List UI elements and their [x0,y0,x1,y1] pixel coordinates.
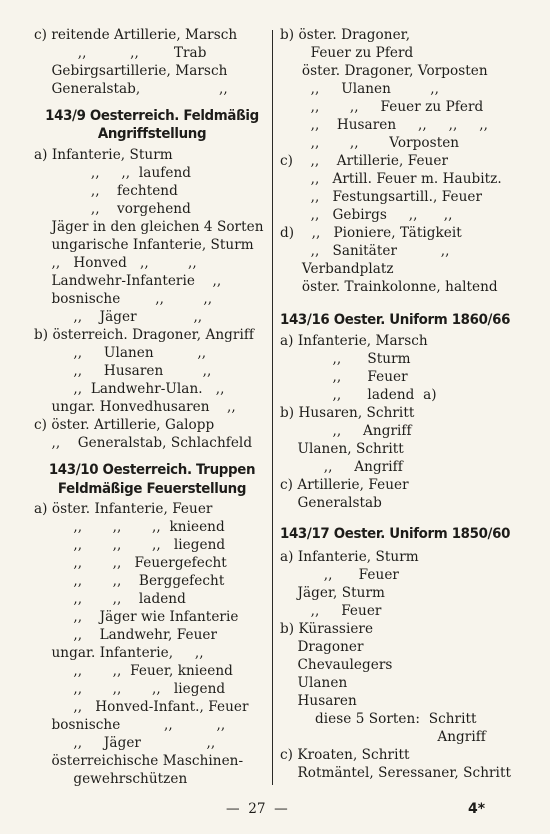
text-line: ,, vorgehend [34,201,191,217]
text-line: ,, ,, Feuergefecht [34,555,227,571]
text-line: ,, Sanitäter ,, [280,243,450,259]
text-line: ,, Honved ,, ,, [34,255,197,271]
section-heading-143-9-subtitle: Angriffstellung [97,126,207,143]
text-line: ,, ,, ladend [34,591,186,607]
text-line: b) Kürassiere [280,621,374,637]
text-line: d) ,, Pioniere, Tätigkeit [280,225,462,241]
text-line: gewehrschützen [34,771,188,787]
text-line: a) Infanterie, Marsch [280,333,428,349]
text-line: ,, Gebirgs ,, ,, [280,207,453,223]
text-line: Angriff [280,729,486,745]
text-line: ,, Angriff [280,459,403,475]
text-line: öster. Dragoner, Vorposten [280,63,488,79]
text-line: ,, ,, laufend [34,165,191,181]
text-line: ,, Jäger ,, [34,309,203,325]
text-line: b) öster. Dragoner, [280,27,411,43]
section-heading-143-17: 143/17 Oester. Uniform 1850/60 [280,526,511,543]
text-line: c) Kroaten, Schritt [280,747,410,763]
text-line: ,, ,, Berggefecht [34,573,225,589]
column-divider [272,30,273,785]
text-line: a) Infanterie, Sturm [34,147,173,163]
section-heading-143-10-subtitle: Feldmäßige Feuerstellung [57,481,247,498]
text-line: Rotmäntel, Seressaner, Schritt [280,765,511,781]
text-line: Jäger in den gleichen 4 Sorten [34,219,264,235]
text-line: Gebirgsartillerie, Marsch [34,63,228,79]
text-line: ,, Husaren ,, [34,363,212,379]
text-line: diese 5 Sorten: Schritt [280,711,477,727]
section-heading-143-10: 143/10 Oesterreich. Truppen [48,462,256,479]
text-line: c) ,, Artillerie, Feuer [280,153,449,169]
text-line: ,, Artill. Feuer m. Haubitz. [280,171,502,187]
page-number: — 27 — [226,801,288,817]
section-heading-143-16: 143/16 Oester. Uniform 1860/66 [280,312,511,329]
section-heading-143-9: 143/9 Oesterreich. Feldmäßig [45,108,259,125]
text-line: ,, ladend a) [280,387,437,403]
text-line: ,, Ulanen ,, [34,345,207,361]
text-line: ,, Sturm [280,351,411,367]
text-line: ,, ,, ,, liegend [34,537,226,553]
text-line: b) österreich. Dragoner, Angriff [34,327,255,343]
text-line: Landwehr-Infanterie ,, [34,273,222,289]
text-line: Ulanen [280,675,348,691]
text-line: ,, Landwehr-Ulan. ,, [34,381,225,397]
text-line: Dragoner [280,639,364,655]
text-line: ,, fechtend [34,183,178,199]
text-line: ,, Feuer [280,369,408,385]
text-line: ,, ,, Feuer zu Pferd [280,99,484,115]
text-line: Feuer zu Pferd [280,45,414,61]
signature-mark: 4* [468,801,486,817]
text-line: c) Artillerie, Feuer [280,477,409,493]
text-line: ,, ,, ,, liegend [34,681,226,697]
text-line: ,, Landwehr, Feuer [34,627,218,643]
text-line: ,, Jäger wie Infanterie [34,609,239,625]
text-line: ,, Feuer [280,603,382,619]
text-line: a) Infanterie, Sturm [280,549,419,565]
text-line: c) öster. Artillerie, Galopp [34,417,215,433]
text-line: bosnische ,, ,, [34,291,213,307]
text-line: ,, ,, Trab [34,45,207,61]
text-line: bosnische ,, ,, [34,717,226,733]
text-line: Generalstab, ,, [34,81,228,97]
text-line: ,, ,, Feuer, knieend [34,663,233,679]
text-line: a) öster. Infanterie, Feuer [34,501,213,517]
text-line: Jäger, Sturm [280,585,385,601]
text-line: Generalstab [280,495,382,511]
text-line: ,, Angriff [280,423,412,439]
text-line: ,, Honved-Infant., Feuer [34,699,249,715]
text-line: ,, Jäger ,, [34,735,216,751]
text-line: Ulanen, Schritt [280,441,404,457]
text-line: Verbandplatz [280,261,394,277]
page-footer [0,800,550,820]
text-line: ,, Husaren ,, ,, ,, [280,117,488,133]
text-line: ,, Festungsartill., Feuer [280,189,483,205]
text-line: c) reitende Artillerie, Marsch [34,27,238,43]
text-line: öster. Trainkolonne, haltend [280,279,498,295]
text-line: österreichische Maschinen- [34,753,244,769]
text-line: ,, Ulanen ,, [280,81,440,97]
text-line: ,, Feuer [280,567,399,583]
text-line: ungar. Infanterie, ,, [34,645,204,661]
text-line: ungar. Honvedhusaren ,, [34,399,236,415]
text-line: Husaren [280,693,357,709]
text-line: ,, ,, Vorposten [280,135,460,151]
text-line: ,, ,, ,, knieend [34,519,225,535]
text-line: Chevaulegers [280,657,393,673]
text-line: ungarische Infanterie, Sturm [34,237,254,253]
text-line: ,, Generalstab, Schlachfeld [34,435,253,451]
text-line: b) Husaren, Schritt [280,405,415,421]
